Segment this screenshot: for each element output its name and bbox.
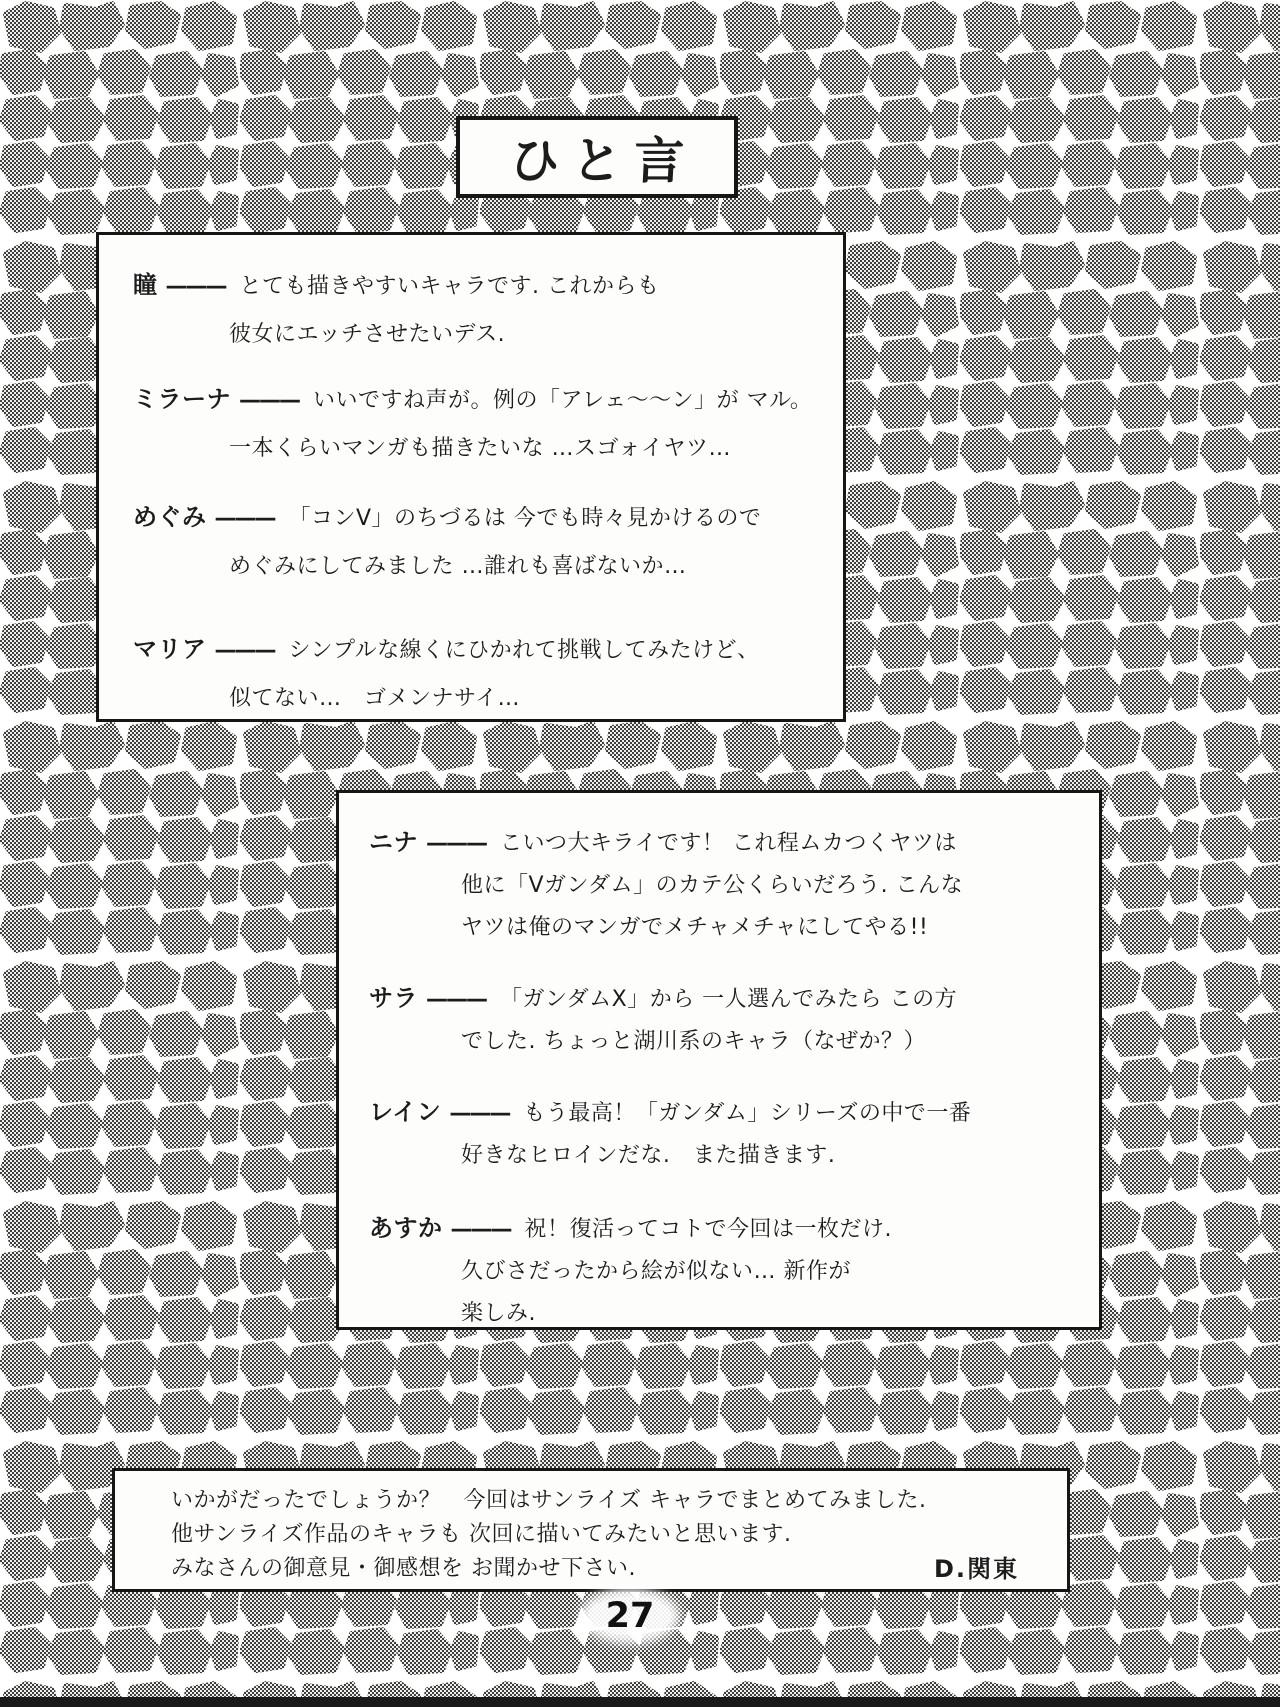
entry-line-text: シンプルな線くにひかれて挑戦してみたけど、 xyxy=(288,638,760,663)
entry-line-text: 祝！復活ってコトで今回は一枚だけ. xyxy=(524,1217,892,1242)
character-name: あすか xyxy=(369,1214,443,1242)
comments-box-top xyxy=(96,232,846,722)
character-name: マリア xyxy=(133,635,207,663)
entry-first-line xyxy=(133,261,819,311)
entry-line-text: 「ガンダムX」から 一人選んでみたら この方 xyxy=(500,987,958,1012)
entry-line-text: 楽しみ. xyxy=(461,1301,536,1326)
entry-first-line xyxy=(133,375,819,425)
author-signature: D.関東 xyxy=(933,1555,1019,1583)
entry-dash: ——— xyxy=(449,1101,510,1126)
entry-line-text: とても描きやすいキャラです. これからも xyxy=(239,274,660,299)
entry-line-text: いいですね声が。例の「アレェ〜〜ン」が マル。 xyxy=(313,388,813,413)
character-name: サラ xyxy=(369,984,418,1012)
comments-box-bottom xyxy=(336,790,1102,1330)
character-name: めぐみ xyxy=(133,503,207,531)
entry-first-line xyxy=(369,821,1077,865)
entry-dash: ——— xyxy=(239,388,299,413)
page-number: 27 xyxy=(588,1596,672,1636)
page-title: ひと言 xyxy=(508,132,698,190)
comment-entry-asuka xyxy=(369,1207,1077,1335)
afterword-line: みなさんの御意見・御感想を お聞かせ下さい. xyxy=(171,1556,636,1581)
comment-entry-sara xyxy=(369,977,1077,1063)
entry-dash: ——— xyxy=(165,274,226,299)
comment-entry-nina xyxy=(369,821,1077,949)
entry-line-text: でした. ちょっと湖川系のキャラ（なぜか？） xyxy=(461,1029,926,1054)
entry-dash: ——— xyxy=(450,1217,511,1242)
comment-entry-megumi xyxy=(133,493,819,591)
entry-line-text: 一本くらいマンガも描きたいな …スゴォイヤツ… xyxy=(229,436,732,461)
entry-first-line xyxy=(369,1207,1077,1251)
comment-entry-hitomi xyxy=(133,261,819,359)
afterword-line: いかがだったでしょうか？ 今回はサンライズ キャラでまとめてみました. xyxy=(171,1488,927,1513)
comment-entry-rain xyxy=(369,1091,1077,1177)
entry-line-text: 久びさだったから絵が似ない… 新作が xyxy=(461,1259,851,1284)
entry-dash: ——— xyxy=(426,831,486,856)
afterword-line: 他サンライズ作品のキャラも 次回に描いてみたいと思います. xyxy=(171,1522,792,1547)
entry-line-text: 彼女にエッチさせたいデス. xyxy=(229,322,506,347)
entry-dash: ——— xyxy=(214,506,275,531)
entry-line-text: 好きなヒロインだな. また描きます. xyxy=(461,1143,836,1168)
comment-entry-maria xyxy=(133,625,819,723)
title-box xyxy=(456,116,738,198)
entry-line-text: もう最高！「ガンダム」シリーズの中で一番 xyxy=(523,1101,972,1126)
entry-line-text: ヤツは俺のマンガでメチャメチャにしてやる!! xyxy=(461,915,929,940)
entry-dash: ——— xyxy=(426,987,486,1012)
entry-line-text: 他に「Vガンダム」のカテ公くらいだろう. こんな xyxy=(461,873,964,898)
afterword-last-line xyxy=(171,1552,1019,1586)
afterword-box xyxy=(112,1468,1070,1592)
entry-first-line xyxy=(369,1091,1077,1135)
entry-first-line xyxy=(133,493,819,543)
scan-edge-bottom xyxy=(0,1697,1280,1707)
character-name: ニナ xyxy=(369,828,418,856)
character-name: ミラーナ xyxy=(133,385,231,413)
entry-line-text: 似てない… ゴメンナサイ… xyxy=(229,686,520,711)
character-name: 瞳 xyxy=(133,271,158,299)
character-name: レイン xyxy=(369,1098,442,1126)
entry-dash: ——— xyxy=(214,638,275,663)
entry-line-text: こいつ大キライです！ これ程ムカつくヤツは xyxy=(500,831,957,856)
comment-entry-mirana xyxy=(133,375,819,473)
entry-line-text: めぐみにしてみました …誰れも喜ばないか… xyxy=(229,554,687,579)
entry-first-line xyxy=(133,625,819,675)
entry-line-text: 「コンV」のちづるは 今でも時々見かけるので xyxy=(288,506,762,531)
entry-first-line xyxy=(369,977,1077,1021)
